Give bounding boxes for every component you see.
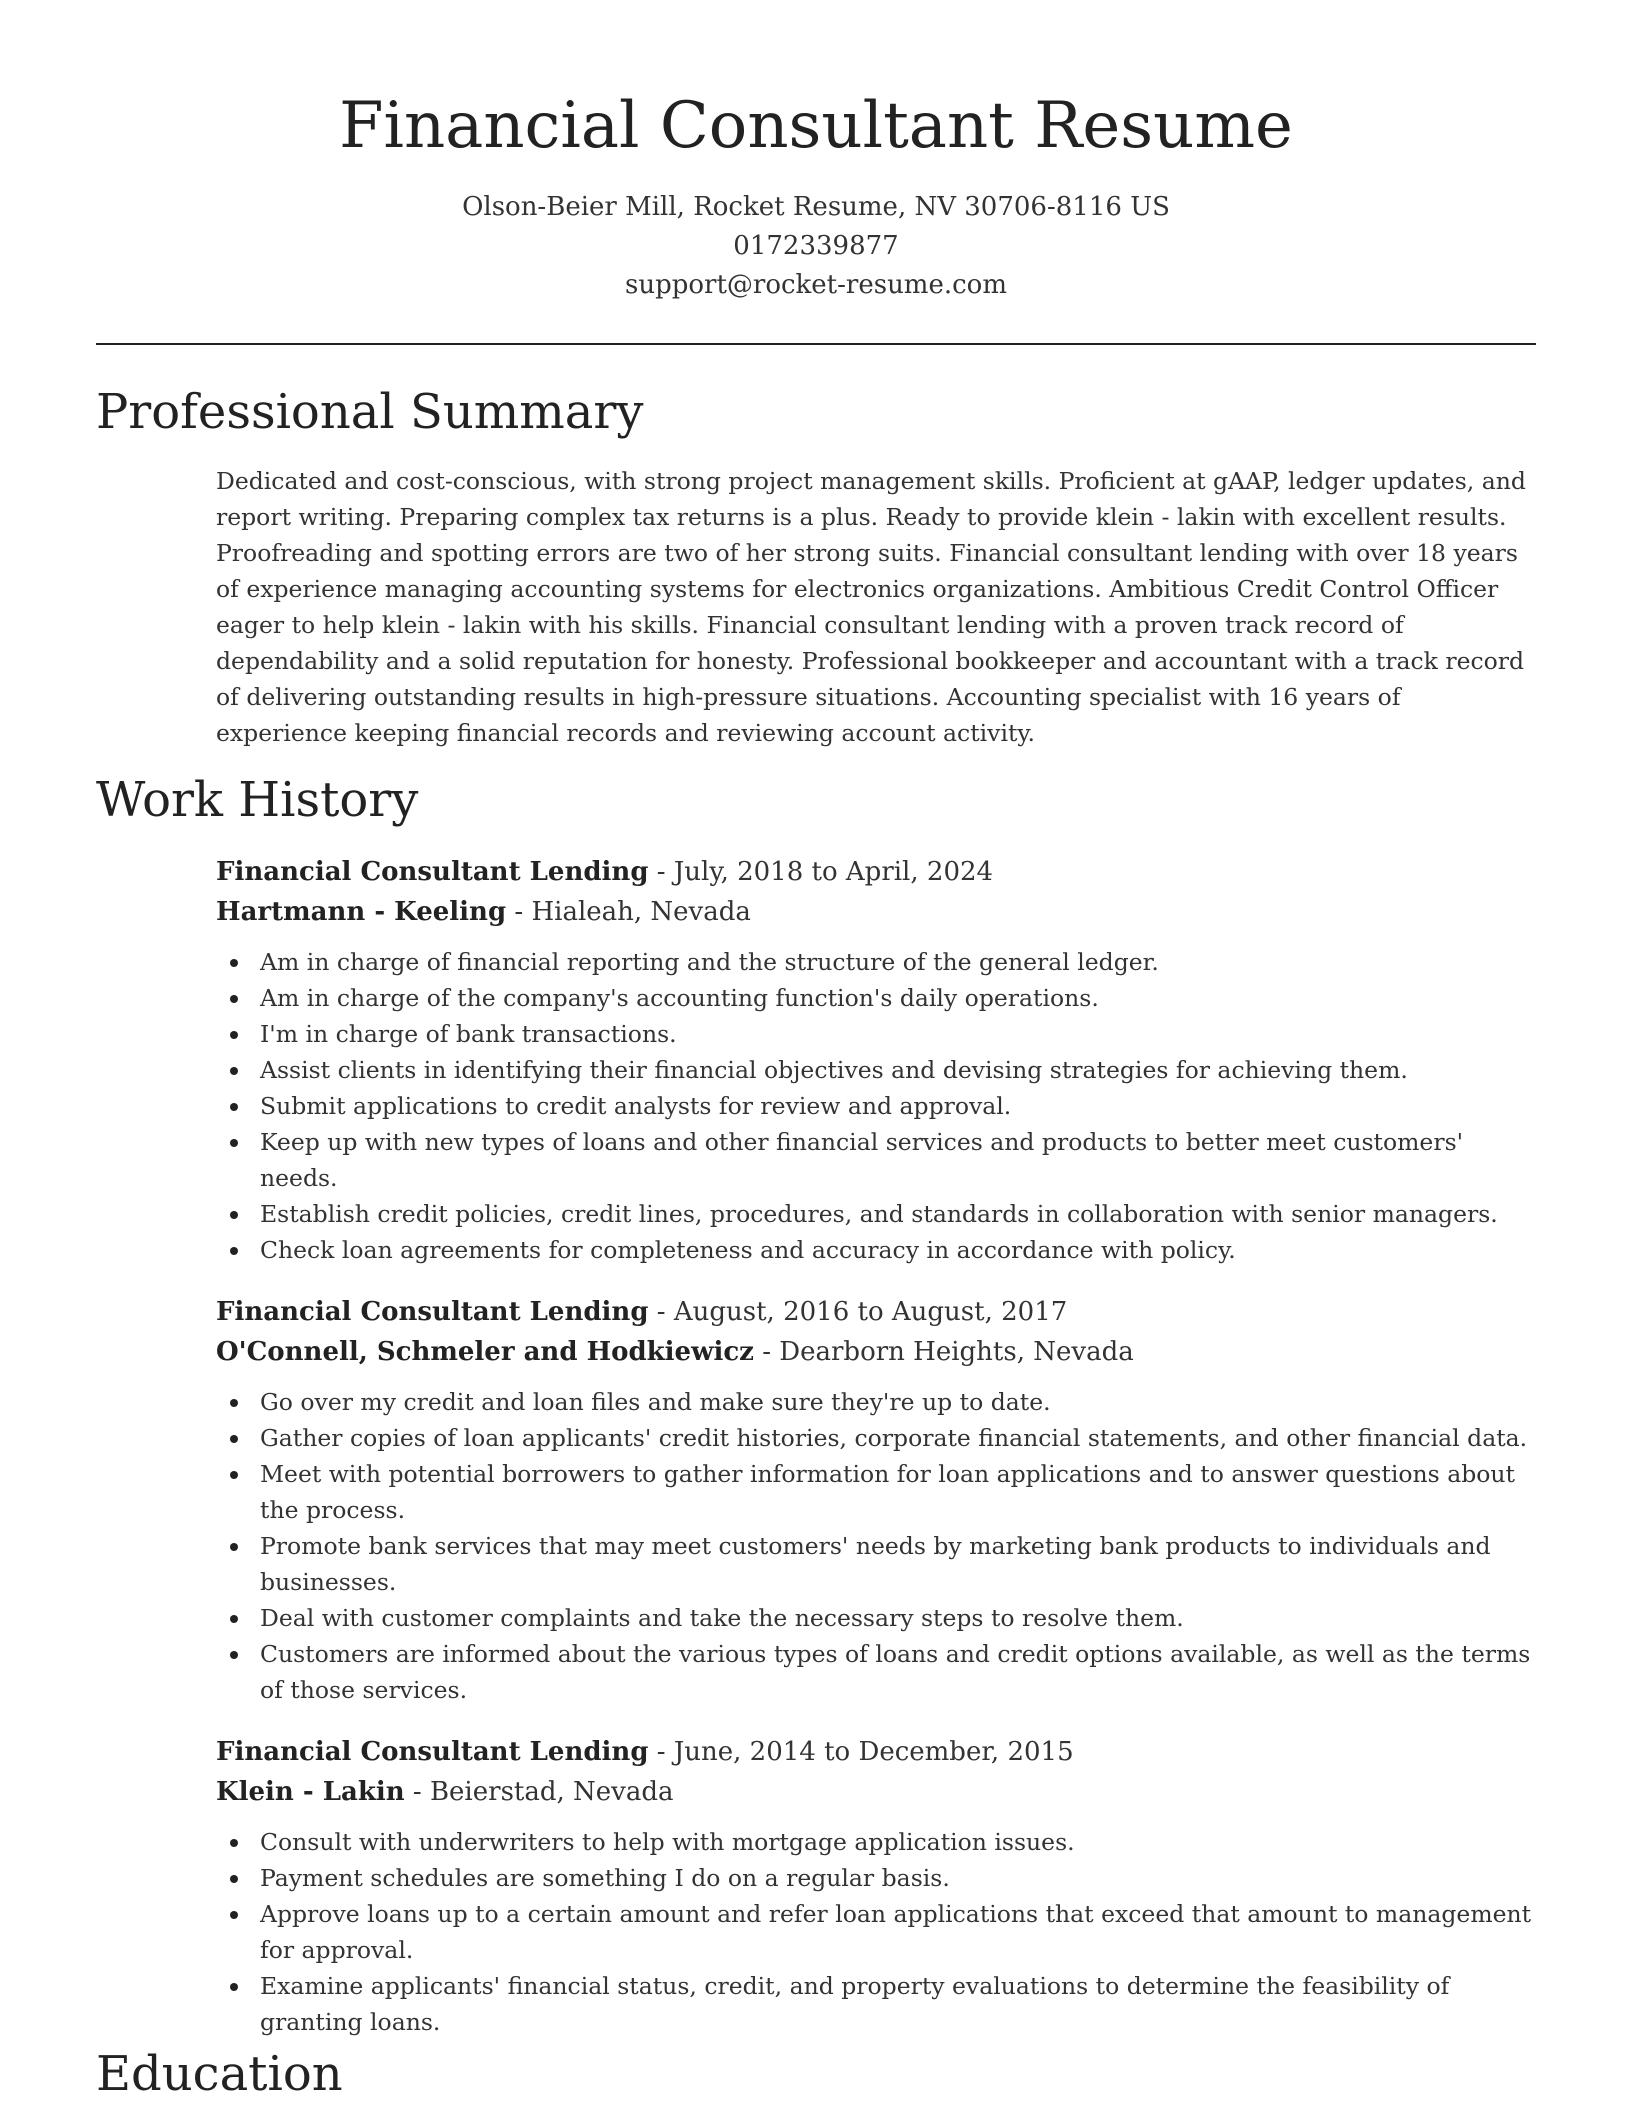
job-entry: [216, 1292, 1546, 1708]
responsibility-item: Check loan agreements for completeness and accuracy in accordance with policy.: [260, 1232, 1546, 1268]
contact-phone: 0172339877: [733, 231, 899, 261]
job-title: Financial Consultant Lending: [216, 1297, 649, 1327]
responsibility-item: Keep up with new types of loans and other financial services and products to better meet customers' needs.: [260, 1124, 1546, 1196]
job-company: O'Connell, Schmeler and Hodkiewicz: [216, 1337, 754, 1367]
job-dates: - July, 2018 to April, 2024: [648, 857, 994, 887]
contact-address: Olson-Beier Mill, Rocket Resume, NV 30706-8116 US: [462, 192, 1170, 222]
resume-header: [0, 0, 1632, 305]
job-title: Financial Consultant Lending: [216, 857, 649, 887]
section-title-summary: Professional Summary: [96, 384, 644, 440]
job-dates: - August, 2016 to August, 2017: [648, 1297, 1068, 1327]
responsibility-item: Go over my credit and loan files and make sure they're up to date.: [260, 1384, 1546, 1420]
job-title-line: [216, 1732, 1546, 1772]
job-company-line: [216, 892, 1546, 932]
responsibility-item: Am in charge of financial reporting and the structure of the general ledger.: [260, 944, 1546, 980]
responsibility-item: Consult with underwriters to help with mortgage application issues.: [260, 1824, 1546, 1860]
responsibility-item: I'm in charge of bank transactions.: [260, 1016, 1546, 1052]
header-divider: [96, 343, 1536, 345]
job-entry: [216, 852, 1546, 1268]
responsibility-item: Approve loans up to a certain amount and refer loan applications that exceed that amount to management for approval.: [260, 1896, 1546, 1968]
section-title-education: Education: [96, 2046, 343, 2102]
responsibility-item: Assist clients in identifying their financial objectives and devising strategies for achieving them.: [260, 1052, 1546, 1088]
job-title-line: [216, 1292, 1546, 1332]
responsibility-item: Payment schedules are something I do on a regular basis.: [260, 1860, 1546, 1896]
responsibility-item: Establish credit policies, credit lines, procedures, and standards in collaboration with senior managers.: [260, 1196, 1546, 1232]
responsibility-item: Meet with potential borrowers to gather information for loan applications and to answer questions about the process.: [260, 1456, 1546, 1528]
work-history-list: [216, 852, 1546, 2064]
section-title-work-history: Work History: [96, 772, 419, 828]
job-location: - Beierstad, Nevada: [404, 1777, 674, 1807]
responsibility-item: Submit applications to credit analysts for review and approval.: [260, 1088, 1546, 1124]
contact-block: [0, 188, 1632, 305]
job-entry: [216, 1732, 1546, 2040]
contact-email: support@rocket-resume.com: [624, 270, 1007, 300]
job-title: Financial Consultant Lending: [216, 1737, 649, 1767]
job-title-line: [216, 852, 1546, 892]
job-company-line: [216, 1332, 1546, 1372]
responsibility-item: Customers are informed about the various types of loans and credit options available, as well as the terms of those services.: [260, 1636, 1546, 1708]
responsibility-item: Examine applicants' financial status, credit, and property evaluations to determine the feasibility of granting loans.: [260, 1968, 1546, 2040]
job-responsibilities: [216, 1384, 1546, 1708]
job-location: - Hialeah, Nevada: [506, 897, 751, 927]
job-company-line: [216, 1772, 1546, 1812]
job-company: Hartmann - Keeling: [216, 897, 507, 927]
responsibility-item: Gather copies of loan applicants' credit histories, corporate financial statements, and other financial data.: [260, 1420, 1546, 1456]
job-location: - Dearborn Heights, Nevada: [753, 1337, 1134, 1367]
responsibility-item: Promote bank services that may meet customers' needs by marketing bank products to individuals and businesses.: [260, 1528, 1546, 1600]
responsibility-item: Am in charge of the company's accounting function's daily operations.: [260, 980, 1546, 1016]
job-responsibilities: [216, 944, 1546, 1268]
responsibility-item: Deal with customer complaints and take the necessary steps to resolve them.: [260, 1600, 1546, 1636]
resume-title: Financial Consultant Resume: [339, 89, 1293, 163]
job-company: Klein - Lakin: [216, 1777, 405, 1807]
summary-text: Dedicated and cost-conscious, with strong project management skills. Proficient at gAAP, ledger updates, and report writing. Preparing complex tax returns is a plus. Ready to provide klein - lakin with excellent results. Proofreading and spotting errors are two of her strong suits. Financial consultant lending with over 18 years of experience managing accounting systems for electronics organizations. Ambitious Credit Control Officer eager to help klein - lakin with his skills. Financial consultant lending with a proven track record of dependability and a solid reputation for honesty. Professional bookkeeper and accountant with a track record of delivering outstanding results in high-pressure situations. Accounting specialist with 16 years of experience keeping financial records and reviewing account activity.: [216, 467, 1526, 747]
job-dates: - June, 2014 to December, 2015: [648, 1737, 1074, 1767]
job-responsibilities: [216, 1824, 1546, 2040]
